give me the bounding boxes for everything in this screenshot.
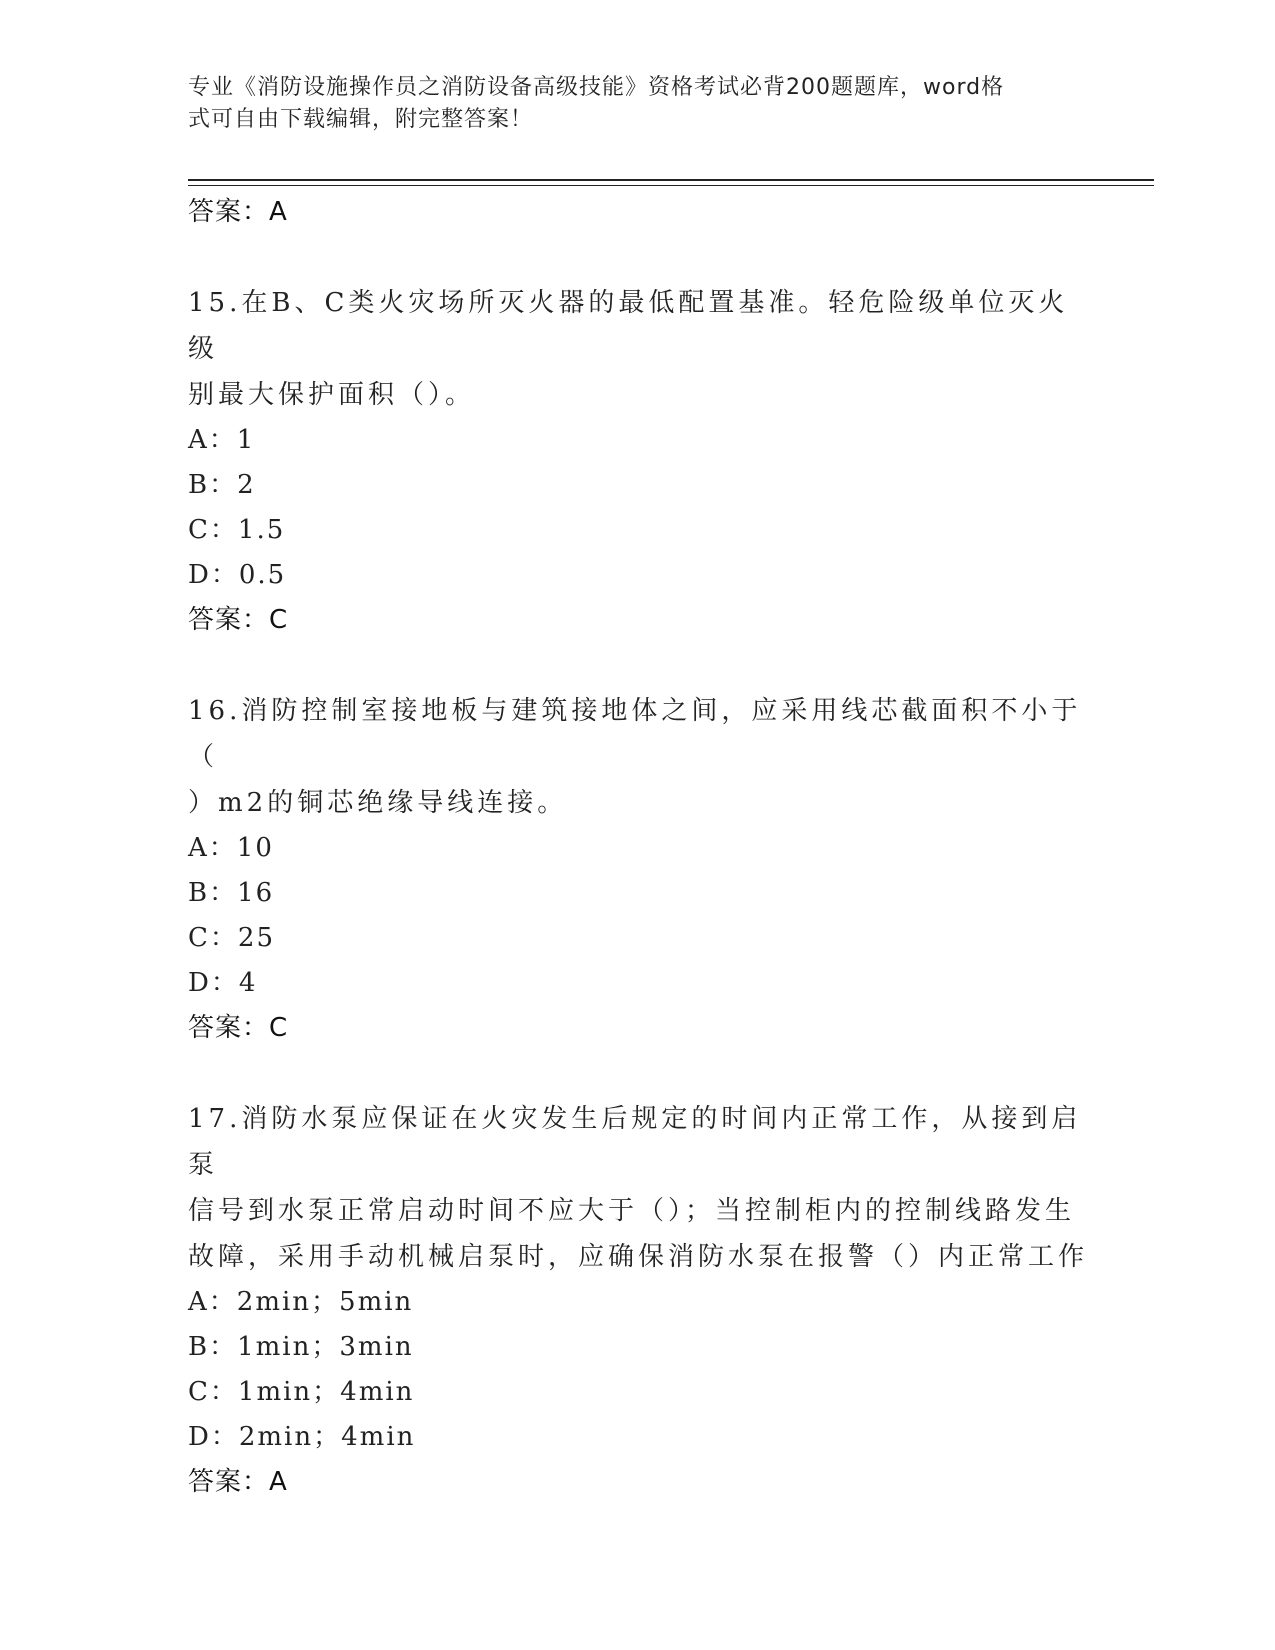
option-d [188, 961, 1088, 1006]
option-key: C： [188, 1377, 238, 1407]
option-a [188, 826, 1088, 871]
question-text [188, 1096, 1088, 1280]
option-key: B： [188, 878, 238, 908]
question-text-line: ）m2的铜芯绝缘导线连接。 [188, 788, 568, 818]
answer-label: 答案： [188, 605, 270, 635]
option-key: D： [188, 560, 239, 590]
header-divider-thin [188, 185, 1154, 186]
answer-line [188, 1006, 1088, 1050]
option-value: 25 [237, 923, 275, 953]
option-key: B： [188, 1332, 238, 1362]
option-value: 1min；4min [237, 1377, 415, 1407]
question-17 [188, 1096, 1088, 1504]
header-divider-thick [188, 179, 1154, 181]
answer-value: A [269, 197, 288, 227]
option-value: 2min；5min [236, 1287, 414, 1317]
answer-value: A [269, 1467, 288, 1497]
question-text-line: 别最大保护面积（）。 [188, 380, 476, 410]
answer-label: 答案： [188, 197, 270, 227]
answer-value: C [269, 605, 289, 635]
option-c [188, 1370, 1088, 1415]
question-text-line: 16.消防控制室接地板与建筑接地体之间，应采用线芯截面积不小于（ [188, 696, 1082, 772]
answer-line [188, 190, 1088, 234]
option-value: 1.5 [237, 515, 286, 545]
question-text [188, 688, 1088, 826]
question-15 [188, 280, 1088, 642]
option-value: 1 [236, 425, 256, 455]
option-d [188, 1415, 1088, 1460]
option-key: D： [188, 968, 239, 998]
option-c [188, 508, 1088, 553]
option-value: 10 [236, 833, 274, 863]
option-key: D： [188, 1422, 239, 1452]
option-value: 0.5 [238, 560, 287, 590]
option-key: C： [188, 515, 238, 545]
option-d [188, 553, 1088, 598]
option-value: 16 [237, 878, 275, 908]
answer-line [188, 598, 1088, 642]
option-value: 2 [237, 470, 256, 500]
question-text-line: 故障，采用手动机械启泵时，应确保消防水泵在报警（）内正常工作 [188, 1242, 1089, 1272]
option-value: 2min；4min [238, 1422, 416, 1452]
option-value: 4 [238, 968, 258, 998]
option-value: 1min；3min [237, 1332, 414, 1362]
answer-label: 答案： [188, 1467, 270, 1497]
option-key: A： [188, 425, 237, 455]
option-a [188, 418, 1088, 463]
question-text-line: 17.消防水泵应保证在火灾发生后规定的时间内正常工作，从接到启泵 [188, 1104, 1082, 1180]
option-key: A： [188, 833, 237, 863]
question-16 [188, 688, 1088, 1050]
question-text [188, 280, 1088, 418]
question-text-line: 15.在B、C类火灾场所灭火器的最低配置基准。轻危险级单位灭火级 [188, 288, 1069, 364]
option-b [188, 463, 1088, 508]
answer-line [188, 1460, 1088, 1504]
option-key: C： [188, 923, 238, 953]
option-a [188, 1280, 1088, 1325]
header-line-1: 专业《消防设施操作员之消防设备高级技能》资格考试必背200题题库，word格 [188, 75, 1005, 100]
option-c [188, 916, 1088, 961]
question-text-line: 信号到水泵正常启动时间不应大于（）；当控制柜内的控制线路发生 [188, 1196, 1076, 1226]
option-key: B： [188, 470, 238, 500]
option-key: A： [188, 1287, 237, 1317]
option-b [188, 1325, 1088, 1370]
document-header [188, 72, 1068, 136]
header-line-2: 式可自由下载编辑，附完整答案！ [188, 107, 534, 132]
answer-value: C [269, 1013, 289, 1043]
option-b [188, 871, 1088, 916]
answer-label: 答案： [188, 1013, 270, 1043]
document-content [188, 190, 1088, 1504]
